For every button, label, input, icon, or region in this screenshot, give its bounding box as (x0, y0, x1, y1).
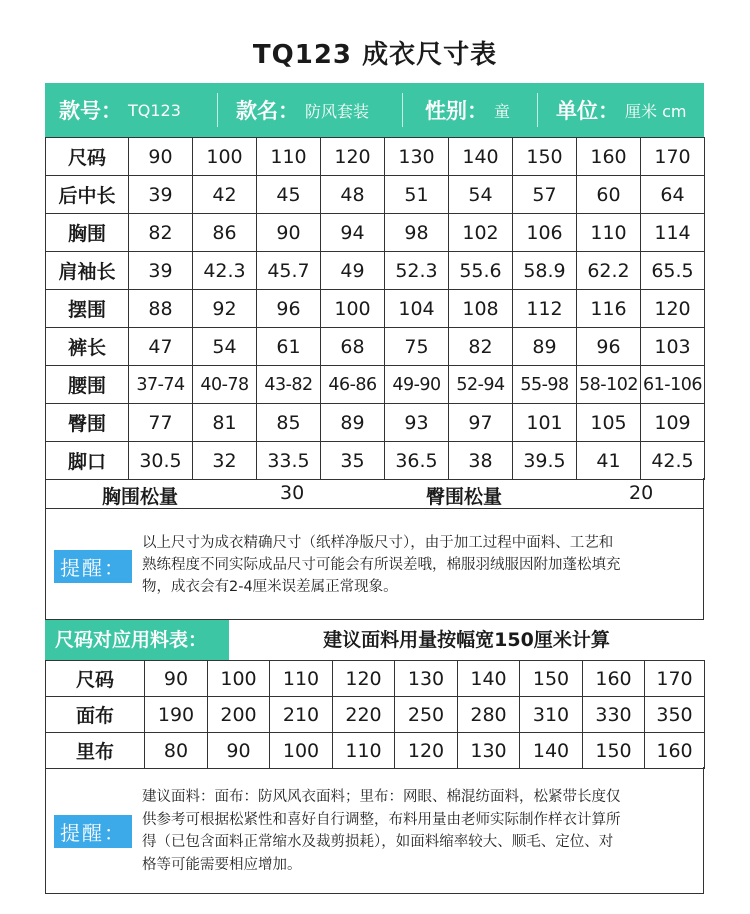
table-cell: 150 (583, 733, 645, 769)
row-label: 尺码 (46, 661, 145, 697)
table-cell: 120 (333, 661, 395, 697)
table-cell: 47 (129, 328, 193, 366)
table-cell: 82 (129, 214, 193, 252)
fabric-table-row (46, 733, 705, 769)
fabric-reminder-text (142, 786, 698, 876)
gender (403, 83, 537, 137)
hip-ease-value: 20 (629, 482, 654, 504)
table-cell: 58.9 (513, 252, 577, 290)
table-cell: 96 (257, 290, 321, 328)
table-cell: 55-98 (513, 366, 577, 404)
table-cell: 120 (641, 290, 705, 328)
table-cell: 62.2 (577, 252, 641, 290)
table-cell: 116 (577, 290, 641, 328)
table-cell: 49 (321, 252, 385, 290)
table-cell: 350 (645, 697, 705, 733)
size-table (45, 137, 705, 480)
table-cell: 39 (129, 252, 193, 290)
table-cell: 30.5 (129, 442, 193, 480)
table-cell: 38 (449, 442, 513, 480)
row-label: 腰围 (46, 366, 129, 404)
table-cell: 94 (321, 214, 385, 252)
table-cell: 101 (513, 404, 577, 442)
table-cell: 105 (577, 404, 641, 442)
table-cell: 140 (449, 138, 513, 176)
reminder-line: 得（已包含面料正常缩水及裁剪损耗），如面料缩率较大、顺毛、定位、对 (142, 834, 614, 850)
table-cell: 57 (513, 176, 577, 214)
table-cell: 96 (577, 328, 641, 366)
style-number-label: 款号： (59, 99, 122, 123)
row-label: 尺码 (46, 138, 129, 176)
fabric-table-row (46, 661, 705, 697)
table-cell: 32 (193, 442, 257, 480)
table-cell: 100 (270, 733, 333, 769)
table-cell: 150 (520, 661, 583, 697)
table-cell: 160 (583, 661, 645, 697)
table-cell: 39.5 (513, 442, 577, 480)
fabric-reminder-tag: 提醒： (54, 815, 132, 848)
hip-ease-label: 臀围松量 (426, 486, 503, 508)
table-cell: 100 (321, 290, 385, 328)
table-cell: 220 (333, 697, 395, 733)
table-cell: 80 (145, 733, 208, 769)
size-table-row (46, 138, 705, 176)
table-cell: 97 (449, 404, 513, 442)
style-name-value: 防风套装 (305, 101, 370, 121)
table-cell: 103 (641, 328, 705, 366)
fabric-table (45, 660, 705, 769)
table-cell: 42.5 (641, 442, 705, 480)
table-cell: 37-74 (129, 366, 193, 404)
table-cell: 100 (208, 661, 270, 697)
table-cell: 82 (449, 328, 513, 366)
table-cell: 75 (385, 328, 449, 366)
table-cell: 45 (257, 176, 321, 214)
reminder-text (142, 532, 698, 598)
table-cell: 40-78 (193, 366, 257, 404)
row-label: 臀围 (46, 404, 129, 442)
reminder-line: 以上尺寸为成衣精确尺寸（纸样净版尺寸），由于加工过程中面料、工艺和 (142, 535, 614, 551)
size-table-row (46, 328, 705, 366)
table-cell: 88 (129, 290, 193, 328)
table-cell: 46-86 (321, 366, 385, 404)
table-cell: 190 (145, 697, 208, 733)
table-cell: 51 (385, 176, 449, 214)
chest-ease-label: 胸围松量 (102, 486, 179, 508)
table-cell: 61-106 (641, 366, 705, 404)
table-cell: 85 (257, 404, 321, 442)
table-cell: 200 (208, 697, 270, 733)
table-cell: 55.6 (449, 252, 513, 290)
unit-label: 单位： (556, 99, 619, 123)
table-cell: 52.3 (385, 252, 449, 290)
row-label: 后中长 (46, 176, 129, 214)
style-name (218, 83, 402, 137)
reminder-line: 物，成衣会有2-4厘米误差属正常现象。 (142, 579, 398, 595)
chest-ease-value: 30 (280, 482, 305, 504)
size-table-row (46, 290, 705, 328)
size-table-row (46, 252, 705, 290)
size-table-row (46, 214, 705, 252)
page-title: TQ123 成衣尺寸表 (252, 40, 498, 70)
table-cell: 68 (321, 328, 385, 366)
table-cell: 130 (385, 138, 449, 176)
table-cell: 130 (395, 661, 458, 697)
unit-value: 厘米 cm (625, 101, 687, 121)
table-cell: 98 (385, 214, 449, 252)
reminder-tag: 提醒： (54, 550, 132, 583)
table-cell: 110 (270, 661, 333, 697)
row-label: 裤长 (46, 328, 129, 366)
table-cell: 58-102 (577, 366, 641, 404)
table-cell: 77 (129, 404, 193, 442)
table-cell: 150 (513, 138, 577, 176)
style-number-value: TQ123 (128, 100, 181, 120)
table-cell: 112 (513, 290, 577, 328)
reminder-line: 供参考可根据松紧性和喜好自行调整，布料用量由老师实际制作样衣计算所 (142, 811, 621, 828)
row-label: 面布 (46, 697, 145, 733)
table-cell: 102 (449, 214, 513, 252)
table-cell: 330 (583, 697, 645, 733)
table-cell: 61 (257, 328, 321, 366)
size-table-row (46, 404, 705, 442)
table-cell: 65.5 (641, 252, 705, 290)
table-cell: 42 (193, 176, 257, 214)
table-cell: 104 (385, 290, 449, 328)
table-cell: 114 (641, 214, 705, 252)
style-number (45, 83, 217, 137)
row-label: 胸围 (46, 214, 129, 252)
reminder-line: 熟练程度不同实际成品尺寸可能会有所误差哦，棉服羽绒服因附加蓬松填充 (142, 557, 621, 573)
table-cell: 64 (641, 176, 705, 214)
table-cell: 100 (193, 138, 257, 176)
size-table-row (46, 366, 705, 404)
table-cell: 250 (395, 697, 458, 733)
table-cell: 60 (577, 176, 641, 214)
table-cell: 93 (385, 404, 449, 442)
fabric-section-subtitle: 建议面料用量按幅宽150厘米计算 (323, 629, 610, 651)
table-cell: 160 (577, 138, 641, 176)
row-label: 摆围 (46, 290, 129, 328)
table-cell: 89 (321, 404, 385, 442)
table-cell: 140 (458, 661, 520, 697)
table-cell: 160 (645, 733, 705, 769)
table-cell: 310 (520, 697, 583, 733)
table-cell: 106 (513, 214, 577, 252)
table-cell: 89 (513, 328, 577, 366)
table-cell: 140 (520, 733, 583, 769)
table-cell: 90 (145, 661, 208, 697)
table-cell: 52-94 (449, 366, 513, 404)
table-cell: 54 (193, 328, 257, 366)
style-name-label: 款名： (236, 99, 299, 123)
table-cell: 170 (641, 138, 705, 176)
table-cell: 45.7 (257, 252, 321, 290)
table-cell: 36.5 (385, 442, 449, 480)
table-cell: 108 (449, 290, 513, 328)
table-cell: 109 (641, 404, 705, 442)
reminder-line: 格等可能需要相应增加。 (142, 856, 302, 873)
table-cell: 120 (321, 138, 385, 176)
unit (538, 83, 704, 137)
reminder-line: 建议面料：面布：防风风衣面料；里布：网眼、棉混纺面料，松紧带长度仅 (142, 789, 621, 805)
table-cell: 210 (270, 697, 333, 733)
table-cell: 33.5 (257, 442, 321, 480)
table-cell: 41 (577, 442, 641, 480)
table-cell: 35 (321, 442, 385, 480)
table-cell: 81 (193, 404, 257, 442)
table-cell: 130 (458, 733, 520, 769)
table-cell: 280 (458, 697, 520, 733)
table-cell: 54 (449, 176, 513, 214)
table-cell: 49-90 (385, 366, 449, 404)
table-cell: 120 (395, 733, 458, 769)
table-cell: 90 (208, 733, 270, 769)
table-cell: 42.3 (193, 252, 257, 290)
size-table-row (46, 442, 705, 480)
table-cell: 48 (321, 176, 385, 214)
table-cell: 110 (333, 733, 395, 769)
ease-row (45, 478, 704, 509)
table-cell: 170 (645, 661, 705, 697)
row-label: 脚口 (46, 442, 129, 480)
table-cell: 110 (577, 214, 641, 252)
table-cell: 43-82 (257, 366, 321, 404)
fabric-table-row (46, 697, 705, 733)
table-cell: 110 (257, 138, 321, 176)
gender-value: 童 (494, 101, 511, 121)
gender-label: 性别： (425, 99, 488, 123)
table-cell: 90 (257, 214, 321, 252)
size-table-row (46, 176, 705, 214)
table-cell: 39 (129, 176, 193, 214)
table-cell: 92 (193, 290, 257, 328)
table-cell: 86 (193, 214, 257, 252)
table-cell: 90 (129, 138, 193, 176)
info-header-bar (45, 83, 704, 137)
fabric-section-title: 尺码对应用料表： (45, 620, 229, 660)
row-label: 肩袖长 (46, 252, 129, 290)
row-label: 里布 (46, 733, 145, 769)
fabric-section-header (45, 620, 704, 660)
